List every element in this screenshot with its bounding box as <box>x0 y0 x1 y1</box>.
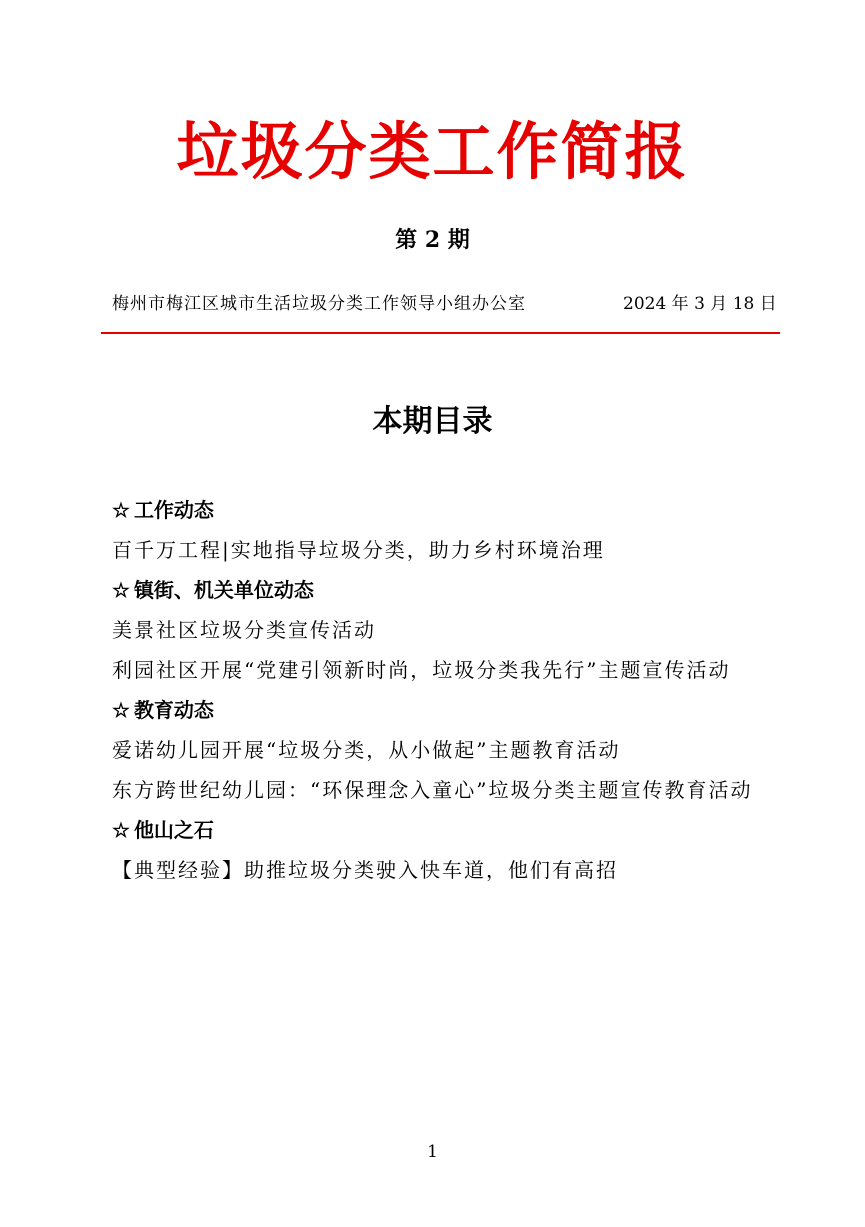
star-icon: ☆ <box>112 578 130 602</box>
toc-title: 本期目录 <box>372 404 493 439</box>
toc-item[interactable]: 爱诺幼儿园开展“垃圾分类，从小做起”主题教育活动 <box>112 738 621 762</box>
issue-date: 2024 年 3 月 18 日 <box>623 294 777 314</box>
toc-item[interactable]: 百千万工程|实地指导垃圾分类，助力乡村环境治理 <box>112 538 605 562</box>
table-of-contents <box>112 490 762 890</box>
section-heading-town-news: ☆ 镇街、机关单位动态 <box>112 578 314 602</box>
issuing-office: 梅州市梅江区城市生活垃圾分类工作领导小组办公室 <box>112 294 526 314</box>
report-title: 垃圾分类工作简报 <box>176 115 689 188</box>
star-icon: ☆ <box>112 818 130 842</box>
page-number: 1 <box>427 1142 438 1162</box>
toc-item[interactable]: 东方跨世纪幼儿园：“环保理念入童心”垃圾分类主题宣传教育活动 <box>112 778 753 802</box>
section-heading-external-experience: ☆ 他山之石 <box>112 818 214 842</box>
star-icon: ☆ <box>112 698 130 722</box>
section-heading-work-news: ☆ 工作动态 <box>112 498 214 522</box>
star-icon: ☆ <box>112 498 130 522</box>
red-divider <box>101 332 780 334</box>
toc-item[interactable]: 美景社区垃圾分类宣传活动 <box>112 618 376 642</box>
toc-item[interactable]: 【典型经验】助推垃圾分类驶入快车道，他们有高招 <box>112 858 618 882</box>
section-heading-education-news: ☆ 教育动态 <box>112 698 214 722</box>
toc-item[interactable]: 利园社区开展“党建引领新时尚，垃圾分类我先行”主题宣传活动 <box>112 658 731 682</box>
issue-number: 第 2 期 <box>395 227 470 253</box>
